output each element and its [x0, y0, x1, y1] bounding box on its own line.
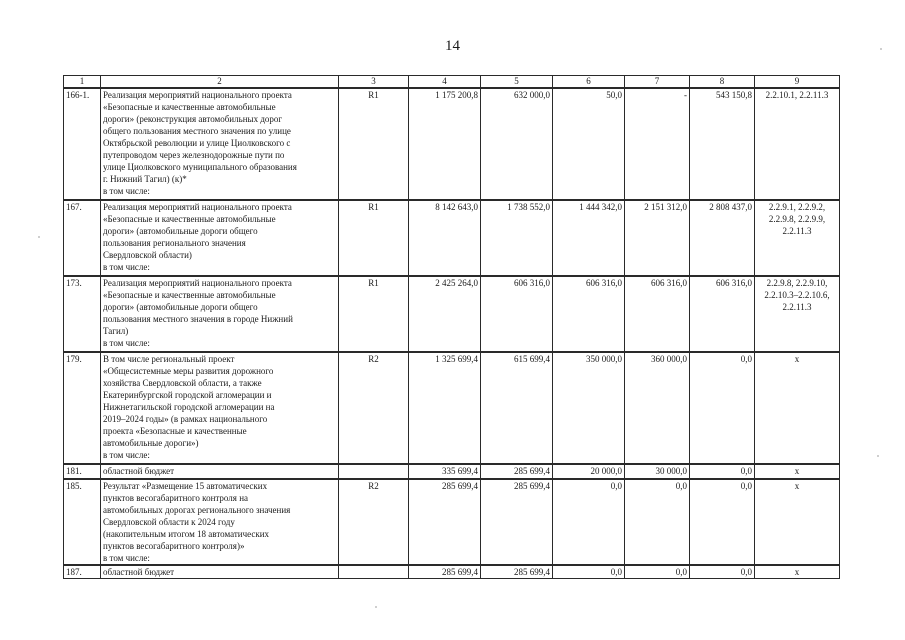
scan-speck: [880, 48, 882, 50]
row-name-line: Свердловской области): [103, 250, 192, 260]
row-code: R2: [339, 479, 409, 565]
row-value-year-2: 0,0: [553, 479, 625, 565]
header-cell: 1: [64, 76, 101, 89]
row-value-year-4: 0,0: [690, 565, 755, 579]
header-cell: 3: [339, 76, 409, 89]
row-targets: х: [755, 565, 840, 579]
table-row: [64, 88, 840, 200]
row-value-total: 1 325 699,4: [409, 352, 481, 464]
row-code: R1: [339, 276, 409, 352]
scan-speck: [877, 455, 879, 457]
row-name-line: 2019–2024 годы» (в рамках национального: [103, 414, 268, 424]
row-name-line: в том числе:: [103, 338, 150, 348]
row-name-line: дороги» (автомобильные дороги общего: [103, 302, 258, 312]
row-value-year-2: 606 316,0: [553, 276, 625, 352]
row-name-line: Результат «Размещение 15 автоматических: [103, 481, 268, 491]
row-name-line: «Безопасные и качественные автомобильные: [103, 290, 276, 300]
row-value-year-4: 543 150,8: [690, 88, 755, 200]
row-name-line: Екатеринбургской городской агломерации и: [103, 390, 272, 400]
row-name-line: В том числе региональный проект: [103, 354, 235, 364]
row-value-year-3: 30 000,0: [625, 464, 690, 479]
scan-speck: [38, 236, 40, 238]
row-name-line: автомобильных дорогах регионального значения: [103, 505, 291, 515]
table-row: [64, 200, 840, 276]
row-number: 179.: [64, 352, 101, 464]
row-name-line: пользования регионального значения: [103, 238, 246, 248]
row-name: [101, 565, 339, 579]
row-value-year-3: 606 316,0: [625, 276, 690, 352]
row-value-year-3: -: [625, 88, 690, 200]
row-number: 167.: [64, 200, 101, 276]
row-value-year-4: 0,0: [690, 479, 755, 565]
row-name: [101, 200, 339, 276]
row-number: 173.: [64, 276, 101, 352]
row-number: 181.: [64, 464, 101, 479]
row-value-total: 285 699,4: [409, 479, 481, 565]
row-name-line: Октябрьской революции и улице Циолковского с: [103, 138, 291, 148]
row-value-year-1: 1 738 552,0: [481, 200, 553, 276]
table-row: [64, 276, 840, 352]
header-cell: 7: [625, 76, 690, 89]
row-value-year-4: 2 808 437,0: [690, 200, 755, 276]
row-value-total: 285 699,4: [409, 565, 481, 579]
row-value-year-2: 350 000,0: [553, 352, 625, 464]
row-value-total: 1 175 200,8: [409, 88, 481, 200]
row-name-line: пользования местного значения в городе Нижний: [103, 314, 293, 324]
row-name-line: областной бюджет: [103, 567, 175, 577]
header-cell: 9: [755, 76, 840, 89]
row-value-year-4: 606 316,0: [690, 276, 755, 352]
row-name-line: дороги» (реконструкция автомобильных дорог: [103, 114, 283, 124]
row-value-year-3: 0,0: [625, 565, 690, 579]
row-name-line: хозяйства Свердловской области, а также: [103, 378, 262, 388]
row-code: R1: [339, 200, 409, 276]
table-row: [64, 352, 840, 464]
header-cell: 5: [481, 76, 553, 89]
table-row: [64, 565, 840, 579]
row-value-year-2: 50,0: [553, 88, 625, 200]
row-value-year-3: 0,0: [625, 479, 690, 565]
row-code: R1: [339, 88, 409, 200]
row-targets: х: [755, 352, 840, 464]
row-name-line: «Безопасные и качественные автомобильные: [103, 214, 276, 224]
table-row: [64, 479, 840, 565]
row-name: [101, 479, 339, 565]
row-value-total: 8 142 643,0: [409, 200, 481, 276]
row-name-line: областной бюджет: [103, 466, 175, 476]
row-name-line: Свердловской области к 2024 году: [103, 517, 235, 527]
row-name-line: пунктов весогабаритного контроля)»: [103, 541, 245, 551]
row-name-line: Реализация мероприятий национального проекта: [103, 202, 292, 212]
row-targets: 2.2.9.8, 2.2.9.10, 2.2.10.3–2.2.10.6, 2.2.11.3: [755, 276, 840, 352]
row-name-line: в том числе:: [103, 262, 150, 272]
scan-speck: [375, 606, 377, 608]
row-name-line: автомобильные дороги»): [103, 438, 199, 448]
row-code: R2: [339, 352, 409, 464]
row-value-year-1: 285 699,4: [481, 565, 553, 579]
budget-table: [63, 75, 840, 579]
row-code: [339, 565, 409, 579]
row-value-year-1: 285 699,4: [481, 464, 553, 479]
row-value-total: 335 699,4: [409, 464, 481, 479]
row-name-line: «Безопасные и качественные автомобильные: [103, 102, 276, 112]
row-value-year-2: 20 000,0: [553, 464, 625, 479]
row-name-line: общего пользования местного значения по улице: [103, 126, 291, 136]
row-name-line: улице Циолковского муниципального образования: [103, 162, 297, 172]
row-name-line: Нижнетагильской городской агломерации на: [103, 402, 275, 412]
row-value-year-4: 0,0: [690, 352, 755, 464]
row-name-line: г. Нижний Тагил) (к)*: [103, 174, 187, 184]
row-number: 187.: [64, 565, 101, 579]
header-cell: 6: [553, 76, 625, 89]
header-cell: 4: [409, 76, 481, 89]
row-name-line: пунктов весогабаритного контроля на: [103, 493, 249, 503]
row-name-line: (накопительным итогом 18 автоматических: [103, 529, 270, 539]
row-number: 185.: [64, 479, 101, 565]
row-name-line: Тагил): [103, 326, 129, 336]
page-number: 14: [445, 38, 460, 54]
row-value-year-1: 615 699,4: [481, 352, 553, 464]
row-name: [101, 464, 339, 479]
row-name: [101, 88, 339, 200]
header-cell: 8: [690, 76, 755, 89]
row-value-year-2: 0,0: [553, 565, 625, 579]
row-targets: х: [755, 464, 840, 479]
row-value-year-3: 2 151 312,0: [625, 200, 690, 276]
row-name-line: «Общесистемные меры развития дорожного: [103, 366, 274, 376]
row-name-line: дороги» (автомобильные дороги общего: [103, 226, 258, 236]
row-value-year-1: 285 699,4: [481, 479, 553, 565]
row-value-year-1: 632 000,0: [481, 88, 553, 200]
row-number: 166-1.: [64, 88, 101, 200]
row-value-year-4: 0,0: [690, 464, 755, 479]
row-targets: 2.2.10.1, 2.2.11.3: [755, 88, 840, 200]
row-value-year-3: 360 000,0: [625, 352, 690, 464]
row-name-line: в том числе:: [103, 553, 150, 563]
row-code: [339, 464, 409, 479]
header-cell: 2: [101, 76, 339, 89]
row-name-line: проекта «Безопасные и качественные: [103, 426, 247, 436]
row-targets: 2.2.9.1, 2.2.9.2, 2.2.9.8, 2.2.9.9, 2.2.11.3: [755, 200, 840, 276]
row-value-total: 2 425 264,0: [409, 276, 481, 352]
row-name-line: в том числе:: [103, 186, 150, 196]
table-row: [64, 464, 840, 479]
row-value-year-1: 606 316,0: [481, 276, 553, 352]
row-name: [101, 352, 339, 464]
row-value-year-2: 1 444 342,0: [553, 200, 625, 276]
row-name-line: Реализация мероприятий национального проекта: [103, 90, 292, 100]
row-name-line: в том числе:: [103, 450, 150, 460]
row-targets: х: [755, 479, 840, 565]
row-name-line: путепроводом через железнодорожные пути по: [103, 150, 285, 160]
header-row: [64, 76, 840, 89]
row-name-line: Реализация мероприятий национального проекта: [103, 278, 292, 288]
row-name: [101, 276, 339, 352]
